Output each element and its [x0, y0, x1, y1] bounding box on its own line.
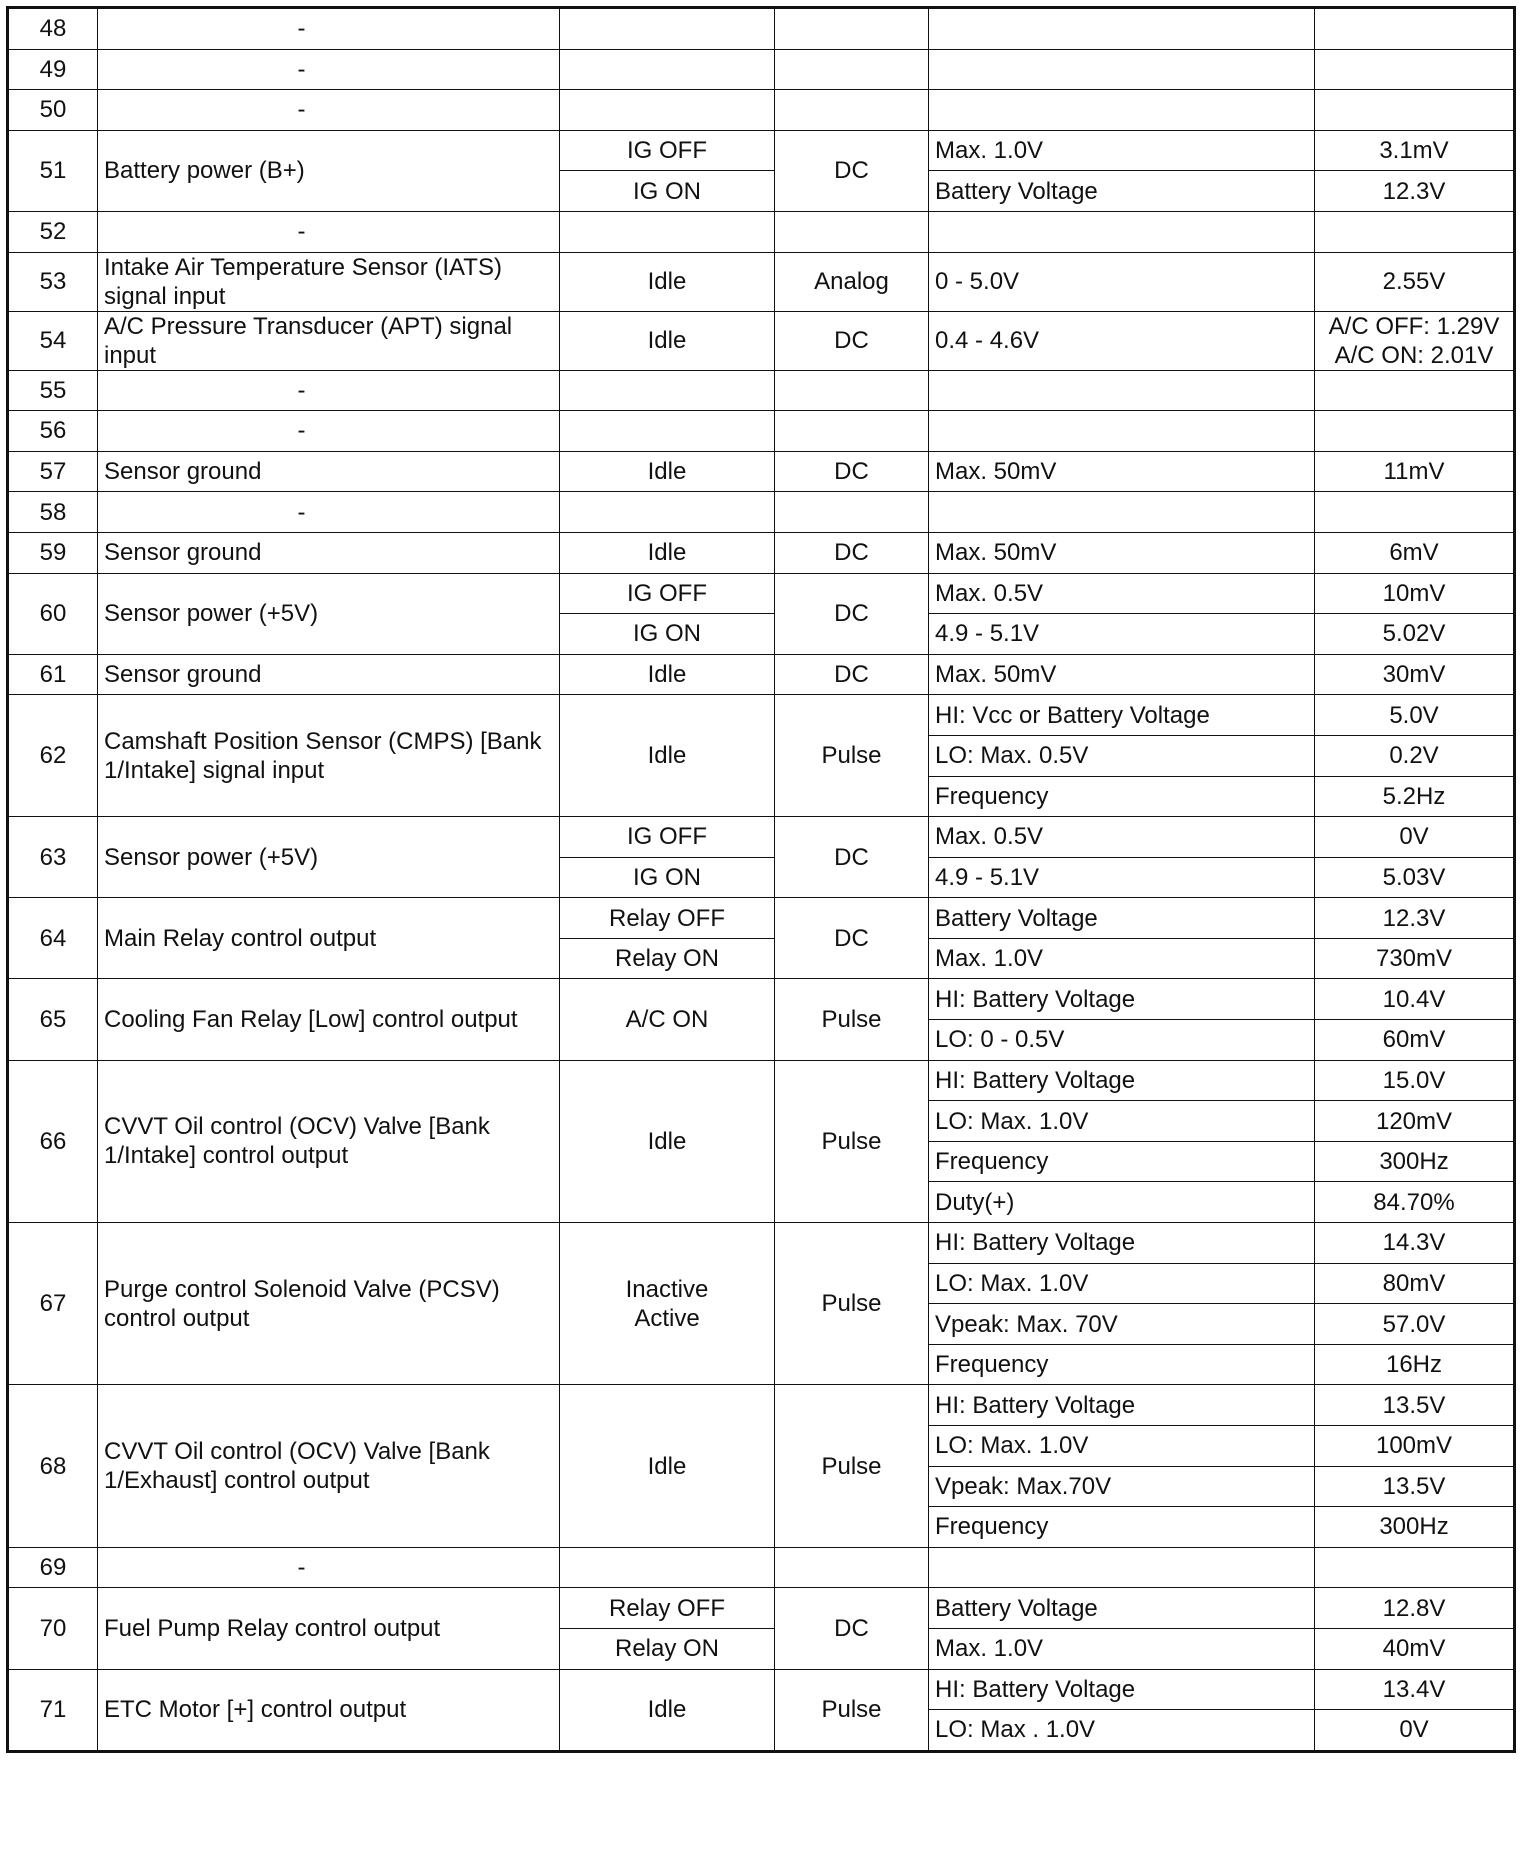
measured-value	[1315, 492, 1515, 533]
pin-description: Sensor power (+5V)	[98, 573, 560, 654]
test-spec: LO: Max. 1.0V	[929, 1101, 1315, 1142]
pin-number: 50	[8, 90, 98, 131]
pin-description: Intake Air Temperature Sensor (IATS) signal input	[98, 252, 560, 311]
condition-cell: IG OFF	[560, 130, 775, 171]
table-row	[8, 90, 1515, 131]
measured-value	[1315, 90, 1515, 131]
test-spec	[929, 370, 1315, 411]
pin-description: Sensor power (+5V)	[98, 817, 560, 898]
test-spec: HI: Battery Voltage	[929, 979, 1315, 1020]
condition-cell	[560, 370, 775, 411]
condition-cell	[560, 1223, 775, 1385]
signal-type: Pulse	[775, 1060, 929, 1222]
signal-type	[775, 211, 929, 252]
measured-value: 6mV	[1315, 532, 1515, 573]
pin-number: 63	[8, 817, 98, 898]
signal-type: DC	[775, 1588, 929, 1669]
pin-table-sheet	[6, 6, 1513, 1845]
pin-description: -	[98, 90, 560, 131]
condition-cell: Relay OFF	[560, 1588, 775, 1629]
condition-cell: Idle	[560, 532, 775, 573]
signal-type: DC	[775, 898, 929, 979]
measured-value: 12.3V	[1315, 171, 1515, 212]
signal-type: Pulse	[775, 1669, 929, 1751]
signal-type: DC	[775, 130, 929, 211]
test-spec: HI: Battery Voltage	[929, 1669, 1315, 1710]
pin-number: 65	[8, 979, 98, 1060]
signal-type	[775, 370, 929, 411]
measured-value: 730mV	[1315, 938, 1515, 979]
signal-type: Analog	[775, 252, 929, 311]
signal-type: DC	[775, 573, 929, 654]
pin-description: ETC Motor [+] control output	[98, 1669, 560, 1751]
condition-cell	[560, 90, 775, 131]
test-spec: LO: 0 - 0.5V	[929, 1020, 1315, 1061]
pin-number: 51	[8, 130, 98, 211]
pin-number: 52	[8, 211, 98, 252]
table-row	[8, 311, 1515, 370]
measured-value	[1315, 211, 1515, 252]
pin-description: -	[98, 49, 560, 90]
measured-value	[1315, 311, 1515, 370]
table-row	[8, 1588, 1515, 1629]
test-spec: 0.4 - 4.6V	[929, 311, 1315, 370]
pin-description: Sensor ground	[98, 532, 560, 573]
measured-value: 5.03V	[1315, 857, 1515, 898]
measured-value: 100mV	[1315, 1426, 1515, 1467]
measured-value: 300Hz	[1315, 1141, 1515, 1182]
pin-description: Main Relay control output	[98, 898, 560, 979]
condition-cell	[560, 1547, 775, 1588]
measured-value: 84.70%	[1315, 1182, 1515, 1223]
test-spec: Max. 50mV	[929, 532, 1315, 573]
signal-type: DC	[775, 817, 929, 898]
measured-value	[1315, 411, 1515, 452]
ecm-pin-table	[6, 6, 1516, 1753]
pin-number: 48	[8, 8, 98, 50]
table-row	[8, 817, 1515, 858]
table-row	[8, 532, 1515, 573]
pin-number: 49	[8, 49, 98, 90]
condition-cell	[560, 8, 775, 50]
table-row	[8, 252, 1515, 311]
table-row	[8, 411, 1515, 452]
signal-type: DC	[775, 532, 929, 573]
pin-number: 56	[8, 411, 98, 452]
test-spec: LO: Max. 0.5V	[929, 735, 1315, 776]
condition-cell	[560, 49, 775, 90]
measured-value: 5.02V	[1315, 614, 1515, 655]
measured-value: 300Hz	[1315, 1507, 1515, 1548]
table-row	[8, 211, 1515, 252]
table-row	[8, 8, 1515, 50]
measured-value: 40mV	[1315, 1628, 1515, 1669]
measured-value-line: A/C OFF: 1.29V	[1328, 312, 1500, 340]
measured-value: 13.5V	[1315, 1385, 1515, 1426]
condition-cell: Idle	[560, 311, 775, 370]
pin-number: 59	[8, 532, 98, 573]
pin-description: -	[98, 370, 560, 411]
pin-table-body	[8, 8, 1515, 1752]
table-row	[8, 1547, 1515, 1588]
test-spec: Max. 50mV	[929, 654, 1315, 695]
signal-type: Pulse	[775, 1223, 929, 1385]
pin-number: 55	[8, 370, 98, 411]
test-spec: Frequency	[929, 776, 1315, 817]
condition-cell	[560, 411, 775, 452]
pin-description: Sensor ground	[98, 451, 560, 492]
test-spec: Duty(+)	[929, 1182, 1315, 1223]
measured-value: 11mV	[1315, 451, 1515, 492]
pin-description: -	[98, 211, 560, 252]
pin-number: 57	[8, 451, 98, 492]
measured-value: 3.1mV	[1315, 130, 1515, 171]
signal-type	[775, 49, 929, 90]
test-spec	[929, 90, 1315, 131]
test-spec: Max. 0.5V	[929, 817, 1315, 858]
table-row	[8, 1223, 1515, 1264]
test-spec: HI: Battery Voltage	[929, 1060, 1315, 1101]
measured-value: 5.2Hz	[1315, 776, 1515, 817]
test-spec: 4.9 - 5.1V	[929, 614, 1315, 655]
condition-cell: IG OFF	[560, 817, 775, 858]
test-spec: LO: Max . 1.0V	[929, 1710, 1315, 1752]
condition-cell: Relay OFF	[560, 898, 775, 939]
pin-description: Battery power (B+)	[98, 130, 560, 211]
condition-cell: Idle	[560, 654, 775, 695]
table-row	[8, 654, 1515, 695]
measured-value: 13.4V	[1315, 1669, 1515, 1710]
pin-description: -	[98, 8, 560, 50]
table-row	[8, 49, 1515, 90]
pin-number: 54	[8, 311, 98, 370]
table-row	[8, 573, 1515, 614]
pin-number: 62	[8, 695, 98, 817]
condition-cell: A/C ON	[560, 979, 775, 1060]
condition-cell: Idle	[560, 695, 775, 817]
test-spec: Max. 1.0V	[929, 938, 1315, 979]
test-spec: HI: Battery Voltage	[929, 1223, 1315, 1264]
pin-number: 70	[8, 1588, 98, 1669]
test-spec: Max. 1.0V	[929, 1628, 1315, 1669]
condition-cell: IG OFF	[560, 573, 775, 614]
condition-cell: Idle	[560, 252, 775, 311]
signal-type: DC	[775, 654, 929, 695]
test-spec: 4.9 - 5.1V	[929, 857, 1315, 898]
measured-value: 10mV	[1315, 573, 1515, 614]
measured-value: 30mV	[1315, 654, 1515, 695]
measured-value: 2.55V	[1315, 252, 1515, 311]
measured-value: 14.3V	[1315, 1223, 1515, 1264]
table-row	[8, 979, 1515, 1020]
pin-description: CVVT Oil control (OCV) Valve [Bank 1/Exhaust] control output	[98, 1385, 560, 1547]
measured-value: 60mV	[1315, 1020, 1515, 1061]
condition-cell	[560, 211, 775, 252]
table-row	[8, 130, 1515, 171]
table-row	[8, 370, 1515, 411]
test-spec	[929, 8, 1315, 50]
pin-number: 66	[8, 1060, 98, 1222]
test-spec: Vpeak: Max. 70V	[929, 1304, 1315, 1345]
condition-cell: Idle	[560, 1669, 775, 1751]
condition-cell: IG ON	[560, 857, 775, 898]
pin-number: 53	[8, 252, 98, 311]
test-spec: HI: Vcc or Battery Voltage	[929, 695, 1315, 736]
measured-value: 16Hz	[1315, 1344, 1515, 1385]
test-spec: HI: Battery Voltage	[929, 1385, 1315, 1426]
measured-value	[1315, 49, 1515, 90]
test-spec: Frequency	[929, 1507, 1315, 1548]
measured-value: 10.4V	[1315, 979, 1515, 1020]
condition-cell: Idle	[560, 451, 775, 492]
signal-type: DC	[775, 451, 929, 492]
measured-value: 5.0V	[1315, 695, 1515, 736]
condition-line: Inactive	[625, 1275, 709, 1303]
measured-value-line: A/C ON: 2.01V	[1334, 341, 1494, 369]
table-row	[8, 1669, 1515, 1710]
signal-type	[775, 411, 929, 452]
test-spec	[929, 1547, 1315, 1588]
pin-description: CVVT Oil control (OCV) Valve [Bank 1/Intake] control output	[98, 1060, 560, 1222]
test-spec	[929, 492, 1315, 533]
measured-value: 80mV	[1315, 1263, 1515, 1304]
test-spec: Battery Voltage	[929, 1588, 1315, 1629]
condition-cell: IG ON	[560, 171, 775, 212]
pin-description: Sensor ground	[98, 654, 560, 695]
signal-type: Pulse	[775, 979, 929, 1060]
condition-cell	[560, 492, 775, 533]
measured-value: 12.3V	[1315, 898, 1515, 939]
table-row	[8, 1385, 1515, 1426]
pin-number: 61	[8, 654, 98, 695]
signal-type	[775, 492, 929, 533]
signal-type: Pulse	[775, 1385, 929, 1547]
signal-type: Pulse	[775, 695, 929, 817]
pin-number: 68	[8, 1385, 98, 1547]
table-row	[8, 1060, 1515, 1101]
condition-cell: IG ON	[560, 614, 775, 655]
measured-value: 0V	[1315, 817, 1515, 858]
test-spec: Max. 1.0V	[929, 130, 1315, 171]
pin-number: 60	[8, 573, 98, 654]
pin-description: -	[98, 1547, 560, 1588]
measured-value	[1315, 8, 1515, 50]
pin-description: -	[98, 492, 560, 533]
measured-value	[1315, 1547, 1515, 1588]
table-row	[8, 451, 1515, 492]
pin-description: Fuel Pump Relay control output	[98, 1588, 560, 1669]
pin-description: -	[98, 411, 560, 452]
measured-value: 13.5V	[1315, 1466, 1515, 1507]
signal-type	[775, 8, 929, 50]
test-spec: Max. 0.5V	[929, 573, 1315, 614]
test-spec: Frequency	[929, 1141, 1315, 1182]
condition-cell: Relay ON	[560, 938, 775, 979]
measured-value: 15.0V	[1315, 1060, 1515, 1101]
condition-cell: Idle	[560, 1385, 775, 1547]
condition-cell: Relay ON	[560, 1628, 775, 1669]
test-spec: 0 - 5.0V	[929, 252, 1315, 311]
signal-type: DC	[775, 311, 929, 370]
pin-number: 71	[8, 1669, 98, 1751]
table-row	[8, 695, 1515, 736]
measured-value: 57.0V	[1315, 1304, 1515, 1345]
test-spec: Battery Voltage	[929, 171, 1315, 212]
test-spec: LO: Max. 1.0V	[929, 1263, 1315, 1304]
pin-number: 69	[8, 1547, 98, 1588]
test-spec: LO: Max. 1.0V	[929, 1426, 1315, 1467]
test-spec	[929, 211, 1315, 252]
test-spec	[929, 49, 1315, 90]
test-spec: Vpeak: Max.70V	[929, 1466, 1315, 1507]
pin-description: Purge control Solenoid Valve (PCSV) control output	[98, 1223, 560, 1385]
pin-description: Cooling Fan Relay [Low] control output	[98, 979, 560, 1060]
measured-value: 120mV	[1315, 1101, 1515, 1142]
signal-type	[775, 1547, 929, 1588]
pin-number: 58	[8, 492, 98, 533]
test-spec: Frequency	[929, 1344, 1315, 1385]
test-spec: Battery Voltage	[929, 898, 1315, 939]
test-spec: Max. 50mV	[929, 451, 1315, 492]
signal-type	[775, 90, 929, 131]
measured-value	[1315, 370, 1515, 411]
pin-number: 67	[8, 1223, 98, 1385]
pin-number: 64	[8, 898, 98, 979]
pin-description: Camshaft Position Sensor (CMPS) [Bank 1/Intake] signal input	[98, 695, 560, 817]
table-row	[8, 492, 1515, 533]
measured-value: 0.2V	[1315, 735, 1515, 776]
test-spec	[929, 411, 1315, 452]
condition-line: Active	[634, 1304, 700, 1332]
condition-cell: Idle	[560, 1060, 775, 1222]
measured-value: 12.8V	[1315, 1588, 1515, 1629]
table-row	[8, 898, 1515, 939]
pin-description: A/C Pressure Transducer (APT) signal input	[98, 311, 560, 370]
measured-value: 0V	[1315, 1710, 1515, 1752]
